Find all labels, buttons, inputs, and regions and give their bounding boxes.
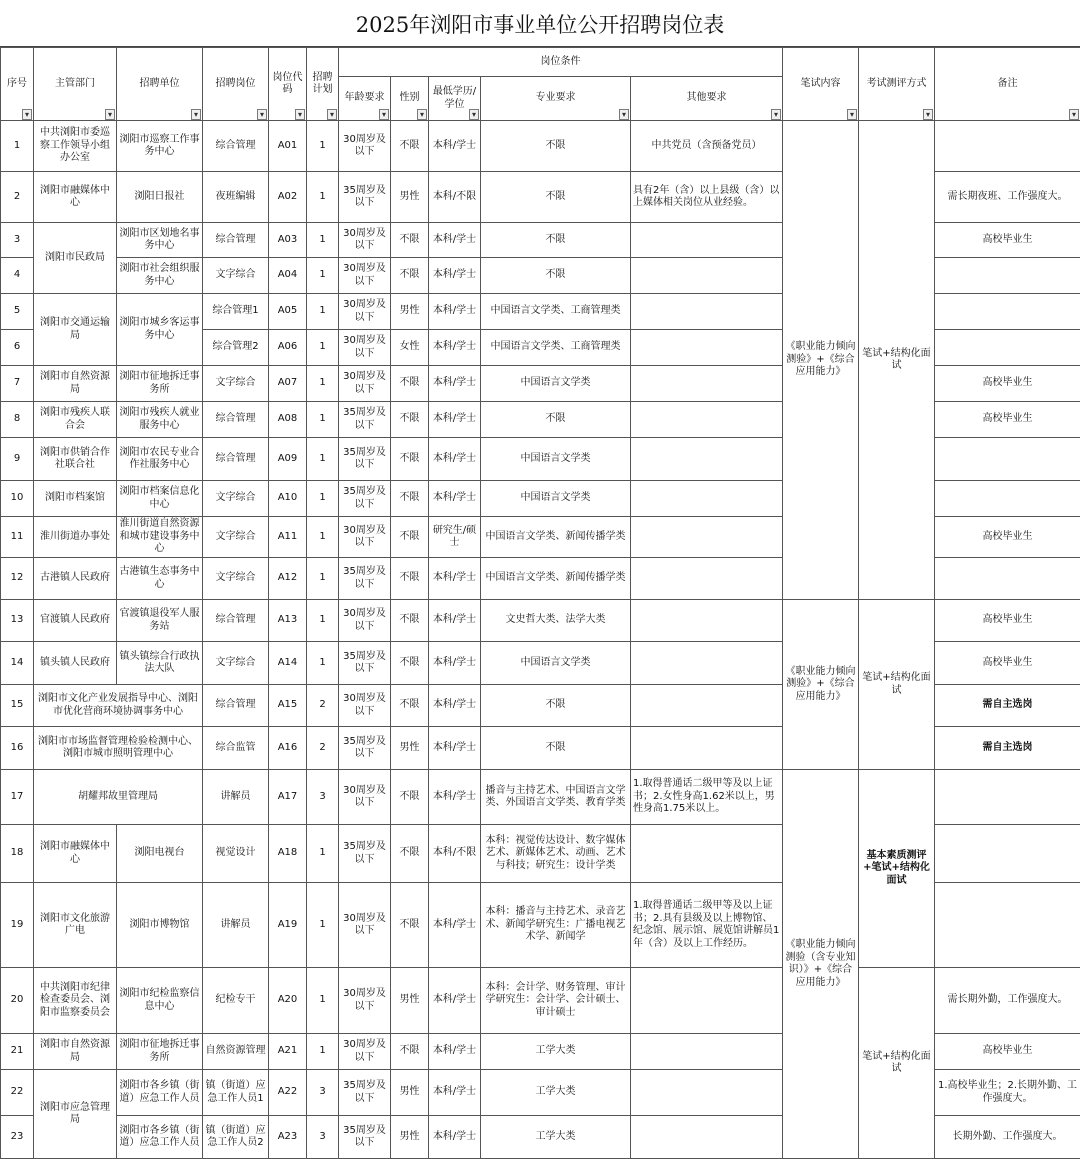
cell-age: 30周岁及以下 xyxy=(339,121,391,172)
cell-other xyxy=(631,330,783,366)
cell-gender: 不限 xyxy=(391,685,429,727)
header-gender[interactable]: 性别 ▾ xyxy=(391,77,429,121)
cell-edu: 本科/学士 xyxy=(429,600,481,642)
cell-code: A10 xyxy=(269,481,307,517)
cell-plan: 1 xyxy=(307,968,339,1034)
cell-remark: 1.高校毕业生；2.长期外勤、工作强度大。 xyxy=(935,1070,1080,1116)
page-title: 2025年浏阳市事业单位公开招聘岗位表 xyxy=(0,0,1080,47)
cell-unit: 浏阳电视台 xyxy=(117,825,203,883)
cell-plan: 1 xyxy=(307,600,339,642)
cell-unit: 浏阳市残疾人就业服务中心 xyxy=(117,402,203,438)
cell-major: 中国语言文学类、工商管理类 xyxy=(481,294,631,330)
cell-other xyxy=(631,481,783,517)
cell-plan: 1 xyxy=(307,883,339,968)
header-other[interactable]: 其他要求 ▾ xyxy=(631,77,783,121)
cell-code: A21 xyxy=(269,1034,307,1070)
cell-dept: 浏阳市档案馆 xyxy=(34,481,117,517)
cell-exam: 《职业能力倾向测验》+《综合应用能力》 xyxy=(783,600,859,770)
cell-edu: 本科/学士 xyxy=(429,685,481,727)
cell-seq: 12 xyxy=(1,558,34,600)
table-row xyxy=(1,600,1080,642)
cell-remark: 高校毕业生 xyxy=(935,223,1080,258)
cell-other xyxy=(631,366,783,402)
cell-other xyxy=(631,1070,783,1116)
cell-dept: 中共浏阳市纪律检查委员会、浏阳市监察委员会 xyxy=(34,968,117,1034)
cell-remark xyxy=(935,294,1080,330)
cell-remark xyxy=(935,481,1080,517)
cell-major: 本科：会计学、财务管理、审计学研究生：会计学、会计硕士、审计硕士 xyxy=(481,968,631,1034)
cell-dept: 古港镇人民政府 xyxy=(34,558,117,600)
cell-code: A23 xyxy=(269,1116,307,1159)
cell-plan: 1 xyxy=(307,330,339,366)
cell-remark xyxy=(935,330,1080,366)
cell-dept: 浏阳市残疾人联合会 xyxy=(34,402,117,438)
cell-code: A20 xyxy=(269,968,307,1034)
cell-code: A19 xyxy=(269,883,307,968)
cell-other xyxy=(631,642,783,685)
cell-age: 30周岁及以下 xyxy=(339,294,391,330)
cell-dept: 浏阳市应急管理局 xyxy=(34,1070,117,1159)
cell-post: 综合管理 xyxy=(203,438,269,481)
header-remark[interactable]: 备注 ▾ xyxy=(935,48,1080,121)
cell-edu: 本科/学士 xyxy=(429,330,481,366)
cell-gender: 不限 xyxy=(391,600,429,642)
cell-major: 工学大类 xyxy=(481,1116,631,1159)
cell-plan: 3 xyxy=(307,1070,339,1116)
cell-major: 中国语言文学类 xyxy=(481,642,631,685)
cell-dept: 中共浏阳市委巡察工作领导小组办公室 xyxy=(34,121,117,172)
cell-remark xyxy=(935,883,1080,968)
cell-seq: 13 xyxy=(1,600,34,642)
cell-plan: 1 xyxy=(307,121,339,172)
cell-post: 综合管理 xyxy=(203,223,269,258)
cell-other xyxy=(631,223,783,258)
cell-method: 笔试+结构化面试 xyxy=(859,600,935,770)
cell-post: 视觉设计 xyxy=(203,825,269,883)
cell-other xyxy=(631,1116,783,1159)
cell-major: 不限 xyxy=(481,402,631,438)
cell-major: 播音与主持艺术、中国语言文学类、外国语言文学类、教育学类 xyxy=(481,770,631,825)
cell-gender: 男性 xyxy=(391,1116,429,1159)
cell-seq: 14 xyxy=(1,642,34,685)
cell-other: 具有2年（含）以上县级（含）以上媒体相关岗位从业经验。 xyxy=(631,172,783,223)
cell-plan: 1 xyxy=(307,366,339,402)
cell-age: 35周岁及以下 xyxy=(339,825,391,883)
cell-plan: 1 xyxy=(307,258,339,294)
cell-code: A01 xyxy=(269,121,307,172)
cell-plan: 2 xyxy=(307,685,339,727)
cell-edu: 本科/学士 xyxy=(429,883,481,968)
cell-age: 35周岁及以下 xyxy=(339,642,391,685)
cell-age: 35周岁及以下 xyxy=(339,558,391,600)
cell-edu: 本科/不限 xyxy=(429,172,481,223)
cell-dept: 浏阳市融媒体中心 xyxy=(34,172,117,223)
header-code[interactable]: 岗位代码 ▾ xyxy=(269,48,307,121)
cell-post: 自然资源管理 xyxy=(203,1034,269,1070)
cell-post: 文字综合 xyxy=(203,258,269,294)
cell-unit: 浏阳市各乡镇（街道）应急工作人员 xyxy=(117,1116,203,1159)
cell-unit: 浏阳市博物馆 xyxy=(117,883,203,968)
cell-major: 工学大类 xyxy=(481,1070,631,1116)
cell-code: A14 xyxy=(269,642,307,685)
cell-post: 综合管理 xyxy=(203,600,269,642)
cell-exam: 《职业能力倾向测验（含专业知识）》+《综合应用能力》 xyxy=(783,770,859,1159)
cell-gender: 男性 xyxy=(391,1070,429,1116)
cell-code: A12 xyxy=(269,558,307,600)
cell-gender: 不限 xyxy=(391,121,429,172)
cell-unit: 浏阳市征地拆迁事务所 xyxy=(117,1034,203,1070)
cell-edu: 本科/学士 xyxy=(429,402,481,438)
cell-dept: 浏阳市自然资源局 xyxy=(34,366,117,402)
cell-seq: 10 xyxy=(1,481,34,517)
cell-dept: 淮川街道办事处 xyxy=(34,517,117,558)
cell-unit: 镇头镇综合行政执法大队 xyxy=(117,642,203,685)
cell-gender: 不限 xyxy=(391,258,429,294)
cell-unit: 浏阳市纪检监察信息中心 xyxy=(117,968,203,1034)
cell-code: A11 xyxy=(269,517,307,558)
cell-edu: 本科/学士 xyxy=(429,770,481,825)
cell-code: A02 xyxy=(269,172,307,223)
cell-age: 35周岁及以下 xyxy=(339,481,391,517)
cell-gender: 不限 xyxy=(391,517,429,558)
cell-major: 不限 xyxy=(481,258,631,294)
cell-unit: 浏阳市征地拆迁事务所 xyxy=(117,366,203,402)
cell-unit: 古港镇生态事务中心 xyxy=(117,558,203,600)
cell-post: 镇（街道）应急工作人员1 xyxy=(203,1070,269,1116)
cell-major: 工学大类 xyxy=(481,1034,631,1070)
cell-unit: 淮川街道自然资源和城市建设事务中心 xyxy=(117,517,203,558)
cell-post: 综合管理2 xyxy=(203,330,269,366)
cell-other: 1.取得普通话二级甲等及以上证书；2.女性身高1.62米以上，男性身高1.75米以上。 xyxy=(631,770,783,825)
cell-code: A04 xyxy=(269,258,307,294)
cell-post: 讲解员 xyxy=(203,883,269,968)
cell-gender: 不限 xyxy=(391,481,429,517)
cell-gender: 男性 xyxy=(391,172,429,223)
cell-gender: 不限 xyxy=(391,438,429,481)
header-exam[interactable]: 笔试内容 ▾ xyxy=(783,48,859,121)
cell-remark xyxy=(935,438,1080,481)
cell-seq: 19 xyxy=(1,883,34,968)
cell-major: 本科：视觉传达设计、数字媒体艺术、新媒体艺术、动画、艺术与科技；研究生：设计学类 xyxy=(481,825,631,883)
cell-plan: 1 xyxy=(307,481,339,517)
cell-edu: 本科/学士 xyxy=(429,642,481,685)
cell-post: 综合管理1 xyxy=(203,294,269,330)
cell-post: 综合管理 xyxy=(203,402,269,438)
cell-other xyxy=(631,258,783,294)
cell-post: 综合管理 xyxy=(203,121,269,172)
cell-code: A22 xyxy=(269,1070,307,1116)
cell-plan: 2 xyxy=(307,727,339,770)
header-dept[interactable]: 主管部门 ▾ xyxy=(34,48,117,121)
cell-code: A07 xyxy=(269,366,307,402)
cell-seq: 3 xyxy=(1,223,34,258)
cell-other xyxy=(631,825,783,883)
cell-other xyxy=(631,685,783,727)
cell-gender: 不限 xyxy=(391,366,429,402)
cell-dept: 浏阳市文化旅游广电 xyxy=(34,883,117,968)
cell-edu: 本科/不限 xyxy=(429,825,481,883)
cell-dept: 胡耀邦故里管理局 xyxy=(34,770,203,825)
cell-plan: 1 xyxy=(307,517,339,558)
cell-gender: 不限 xyxy=(391,1034,429,1070)
cell-other xyxy=(631,727,783,770)
cell-dept: 官渡镇人民政府 xyxy=(34,600,117,642)
cell-other xyxy=(631,517,783,558)
cell-post: 纪检专干 xyxy=(203,968,269,1034)
cell-code: A17 xyxy=(269,770,307,825)
cell-method: 基本素质测评+笔试+结构化面试 xyxy=(859,770,935,968)
cell-gender: 男性 xyxy=(391,727,429,770)
cell-edu: 本科/学士 xyxy=(429,223,481,258)
cell-age: 35周岁及以下 xyxy=(339,402,391,438)
cell-dept: 浏阳市自然资源局 xyxy=(34,1034,117,1070)
header-age[interactable]: 年龄要求 ▾ xyxy=(339,77,391,121)
cell-remark: 需自主选岗 xyxy=(935,727,1080,770)
header-edu[interactable]: 最低学历/学位 ▾ xyxy=(429,77,481,121)
cell-seq: 7 xyxy=(1,366,34,402)
cell-age: 30周岁及以下 xyxy=(339,600,391,642)
header-conditions: 岗位条件 xyxy=(339,48,783,77)
cell-post: 讲解员 xyxy=(203,770,269,825)
cell-gender: 男性 xyxy=(391,968,429,1034)
cell-other xyxy=(631,600,783,642)
cell-post: 文字综合 xyxy=(203,366,269,402)
cell-unit: 浏阳市区划地名事务中心 xyxy=(117,223,203,258)
cell-age: 30周岁及以下 xyxy=(339,883,391,968)
cell-code: A06 xyxy=(269,330,307,366)
cell-plan: 3 xyxy=(307,770,339,825)
cell-plan: 1 xyxy=(307,223,339,258)
header-unit[interactable]: 招聘单位 ▾ xyxy=(117,48,203,121)
cell-post: 文字综合 xyxy=(203,642,269,685)
cell-edu: 本科/学士 xyxy=(429,258,481,294)
cell-remark: 高校毕业生 xyxy=(935,402,1080,438)
cell-remark: 需自主选岗 xyxy=(935,685,1080,727)
cell-seq: 21 xyxy=(1,1034,34,1070)
cell-plan: 1 xyxy=(307,172,339,223)
cell-major: 中国语言文学类、工商管理类 xyxy=(481,330,631,366)
cell-major: 不限 xyxy=(481,223,631,258)
cell-code: A18 xyxy=(269,825,307,883)
cell-major: 不限 xyxy=(481,685,631,727)
cell-seq: 11 xyxy=(1,517,34,558)
cell-exam: 《职业能力倾向测验》+《综合应用能力》 xyxy=(783,121,859,600)
cell-age: 30周岁及以下 xyxy=(339,366,391,402)
cell-major: 中国语言文学类 xyxy=(481,481,631,517)
cell-seq: 4 xyxy=(1,258,34,294)
cell-other xyxy=(631,438,783,481)
header-major[interactable]: 专业要求 ▾ xyxy=(481,77,631,121)
header-plan[interactable]: 招聘计划 ▾ xyxy=(307,48,339,121)
cell-plan: 1 xyxy=(307,1034,339,1070)
cell-edu: 本科/学士 xyxy=(429,1116,481,1159)
header-method[interactable]: 考试测评方式 ▾ xyxy=(859,48,935,121)
cell-age: 35周岁及以下 xyxy=(339,172,391,223)
cell-edu: 本科/学士 xyxy=(429,294,481,330)
cell-dept: 浏阳市文化产业发展指导中心、浏阳市优化营商环境协调事务中心 xyxy=(34,685,203,727)
cell-major: 中国语言文学类 xyxy=(481,366,631,402)
cell-method: 笔试+结构化面试 xyxy=(859,121,935,600)
table-row xyxy=(1,770,1080,825)
header-post[interactable]: 招聘岗位 ▾ xyxy=(203,48,269,121)
cell-post: 文字综合 xyxy=(203,481,269,517)
cell-seq: 15 xyxy=(1,685,34,727)
cell-age: 35周岁及以下 xyxy=(339,1116,391,1159)
cell-age: 30周岁及以下 xyxy=(339,517,391,558)
cell-age: 30周岁及以下 xyxy=(339,1034,391,1070)
cell-age: 30周岁及以下 xyxy=(339,770,391,825)
table-row xyxy=(1,968,1080,1034)
cell-remark: 高校毕业生 xyxy=(935,366,1080,402)
cell-edu: 本科/学士 xyxy=(429,1070,481,1116)
cell-gender: 不限 xyxy=(391,825,429,883)
cell-post: 文字综合 xyxy=(203,517,269,558)
cell-unit: 浏阳市城乡客运事务中心 xyxy=(117,294,203,366)
cell-dept: 浏阳市市场监督管理检验检测中心、浏阳市城市照明管理中心 xyxy=(34,727,203,770)
cell-remark: 长期外勤、工作强度大。 xyxy=(935,1116,1080,1159)
cell-gender: 女性 xyxy=(391,330,429,366)
cell-seq: 20 xyxy=(1,968,34,1034)
table-row xyxy=(1,121,1080,172)
cell-dept: 浏阳市民政局 xyxy=(34,223,117,294)
cell-remark xyxy=(935,825,1080,883)
cell-remark xyxy=(935,258,1080,294)
cell-major: 中国语言文学类 xyxy=(481,438,631,481)
cell-dept: 镇头镇人民政府 xyxy=(34,642,117,685)
cell-age: 35周岁及以下 xyxy=(339,438,391,481)
cell-seq: 17 xyxy=(1,770,34,825)
cell-post: 文字综合 xyxy=(203,558,269,600)
cell-other: 1.取得普通话二级甲等及以上证书；2.具有县级及以上博物馆、纪念馆、展示馆、展览馆讲解员1年（含）及以上工作经历。 xyxy=(631,883,783,968)
cell-gender: 不限 xyxy=(391,883,429,968)
cell-gender: 不限 xyxy=(391,223,429,258)
cell-plan: 1 xyxy=(307,558,339,600)
cell-seq: 6 xyxy=(1,330,34,366)
cell-edu: 本科/学士 xyxy=(429,558,481,600)
cell-unit: 浏阳市巡察工作事务中心 xyxy=(117,121,203,172)
cell-remark: 需长期夜班、工作强度大。 xyxy=(935,172,1080,223)
cell-seq: 5 xyxy=(1,294,34,330)
cell-code: A03 xyxy=(269,223,307,258)
cell-age: 35周岁及以下 xyxy=(339,727,391,770)
cell-remark xyxy=(935,770,1080,825)
cell-major: 中国语言文学类、新闻传播学类 xyxy=(481,517,631,558)
cell-code: A16 xyxy=(269,727,307,770)
cell-post: 夜班编辑 xyxy=(203,172,269,223)
cell-post: 综合监管 xyxy=(203,727,269,770)
cell-remark: 高校毕业生 xyxy=(935,600,1080,642)
cell-remark: 高校毕业生 xyxy=(935,517,1080,558)
cell-unit: 浏阳市档案信息化中心 xyxy=(117,481,203,517)
cell-remark: 需长期外勤，工作强度大。 xyxy=(935,968,1080,1034)
cell-unit: 浏阳日报社 xyxy=(117,172,203,223)
cell-dept: 浏阳市交通运输局 xyxy=(34,294,117,366)
cell-major: 本科：播音与主持艺术、录音艺术、新闻学研究生：广播电视艺术学、新闻学 xyxy=(481,883,631,968)
cell-unit: 官渡镇退役军人服务站 xyxy=(117,600,203,642)
cell-edu: 本科/学士 xyxy=(429,968,481,1034)
cell-remark: 高校毕业生 xyxy=(935,1034,1080,1070)
cell-seq: 18 xyxy=(1,825,34,883)
cell-gender: 不限 xyxy=(391,770,429,825)
cell-edu: 本科/学士 xyxy=(429,481,481,517)
cell-other: 中共党员（含预备党员） xyxy=(631,121,783,172)
cell-post: 镇（街道）应急工作人员2 xyxy=(203,1116,269,1159)
cell-plan: 3 xyxy=(307,1116,339,1159)
cell-edu: 本科/学士 xyxy=(429,727,481,770)
cell-other xyxy=(631,558,783,600)
cell-seq: 1 xyxy=(1,121,34,172)
cell-edu: 本科/学士 xyxy=(429,121,481,172)
cell-major: 文史哲大类、法学大类 xyxy=(481,600,631,642)
cell-code: A08 xyxy=(269,402,307,438)
cell-gender: 不限 xyxy=(391,642,429,685)
cell-age: 30周岁及以下 xyxy=(339,968,391,1034)
cell-plan: 1 xyxy=(307,642,339,685)
cell-major: 不限 xyxy=(481,172,631,223)
cell-major: 不限 xyxy=(481,727,631,770)
cell-other xyxy=(631,294,783,330)
cell-plan: 1 xyxy=(307,825,339,883)
cell-age: 30周岁及以下 xyxy=(339,223,391,258)
cell-code: A09 xyxy=(269,438,307,481)
cell-edu: 本科/学士 xyxy=(429,1034,481,1070)
cell-seq: 23 xyxy=(1,1116,34,1159)
cell-remark xyxy=(935,558,1080,600)
cell-unit: 浏阳市社会组织服务中心 xyxy=(117,258,203,294)
cell-remark: 高校毕业生 xyxy=(935,642,1080,685)
cell-unit: 浏阳市农民专业合作社服务中心 xyxy=(117,438,203,481)
header-seq[interactable]: 序号 ▾ xyxy=(1,48,34,121)
cell-plan: 1 xyxy=(307,438,339,481)
cell-gender: 不限 xyxy=(391,558,429,600)
cell-seq: 9 xyxy=(1,438,34,481)
cell-unit: 浏阳市各乡镇（街道）应急工作人员 xyxy=(117,1070,203,1116)
cell-method: 笔试+结构化面试 xyxy=(859,968,935,1159)
cell-remark xyxy=(935,121,1080,172)
cell-seq: 2 xyxy=(1,172,34,223)
cell-major: 中国语言文学类、新闻传播学类 xyxy=(481,558,631,600)
cell-edu: 研究生/硕士 xyxy=(429,517,481,558)
cell-dept: 浏阳市供销合作社联合社 xyxy=(34,438,117,481)
cell-gender: 不限 xyxy=(391,402,429,438)
cell-other xyxy=(631,402,783,438)
cell-edu: 本科/学士 xyxy=(429,366,481,402)
cell-plan: 1 xyxy=(307,294,339,330)
cell-code: A15 xyxy=(269,685,307,727)
cell-dept: 浏阳市融媒体中心 xyxy=(34,825,117,883)
cell-post: 综合管理 xyxy=(203,685,269,727)
cell-code: A05 xyxy=(269,294,307,330)
cell-age: 30周岁及以下 xyxy=(339,330,391,366)
cell-major: 不限 xyxy=(481,121,631,172)
cell-seq: 8 xyxy=(1,402,34,438)
cell-gender: 男性 xyxy=(391,294,429,330)
cell-other xyxy=(631,1034,783,1070)
cell-other xyxy=(631,968,783,1034)
recruitment-table xyxy=(0,47,1080,1159)
cell-age: 35周岁及以下 xyxy=(339,1070,391,1116)
cell-edu: 本科/学士 xyxy=(429,438,481,481)
cell-code: A13 xyxy=(269,600,307,642)
cell-age: 30周岁及以下 xyxy=(339,685,391,727)
cell-seq: 22 xyxy=(1,1070,34,1116)
cell-age: 30周岁及以下 xyxy=(339,258,391,294)
cell-plan: 1 xyxy=(307,402,339,438)
cell-seq: 16 xyxy=(1,727,34,770)
